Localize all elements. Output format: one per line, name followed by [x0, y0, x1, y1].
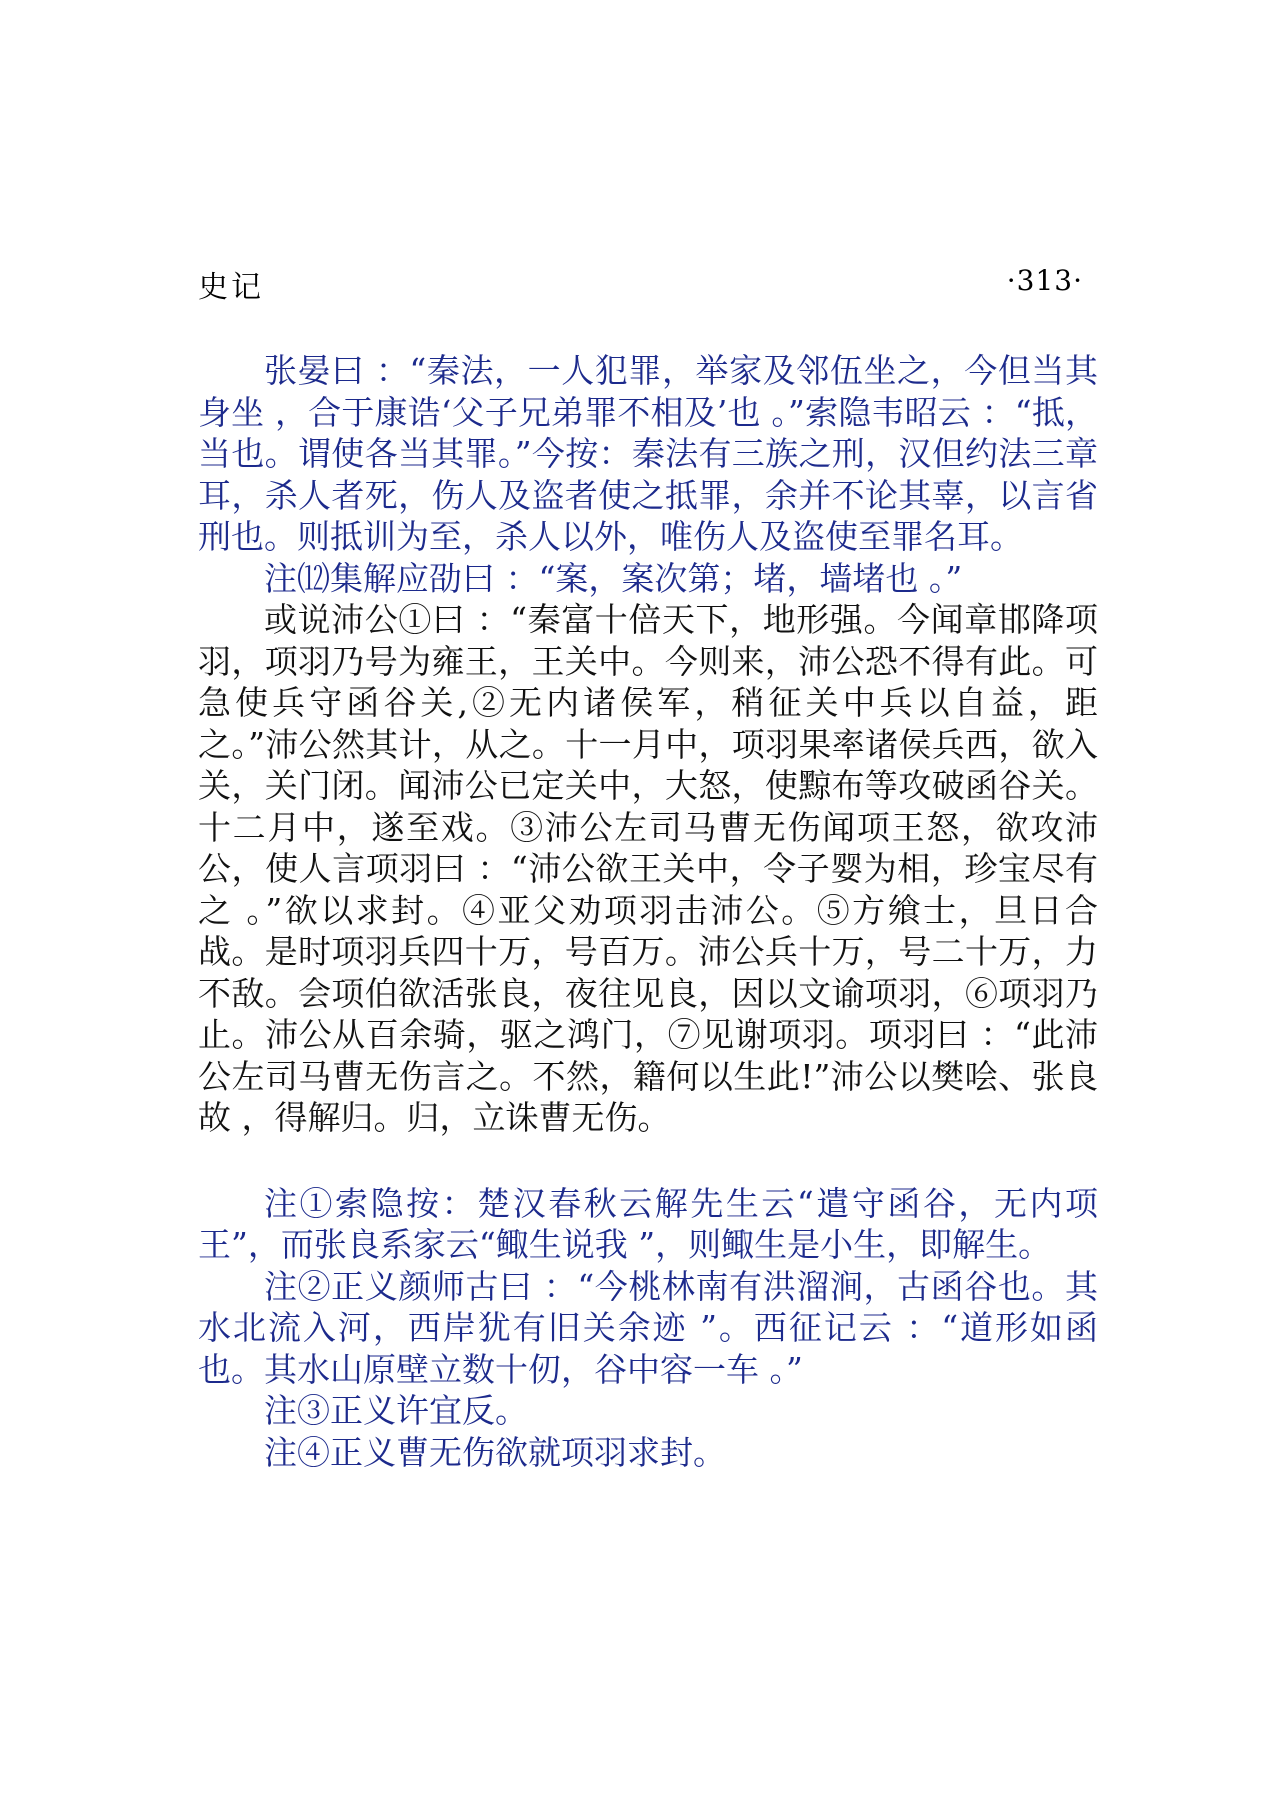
annotation-paragraph: 张晏曰 ：“秦法，一人犯罪，举家及邻伍坐之，今但当其身坐 ，合于康诰‘父子兄弟罪不相及’也 。”索隐韦昭云 ：“抵，当也。谓使各当其罪。”今按：秦法有三族之刑，汉但约法三章耳，杀人者死，伤人及盗者使之抵罪，余并不论其辜，以言省刑也。则抵训为至，杀人以外，唯伤人及盗使至罪名耳。: [198, 351, 1098, 556]
paragraph-gap: [198, 1139, 1098, 1183]
annotation-paragraph: 注②正义颜师古曰 ：“今桃林南有洪溜涧，古函谷也。其水北流入河，西岸犹有旧关余迹 ”。西征记云 ：“道形如函也。其水山原壁立数十仞，谷中容一车 。”: [198, 1266, 1098, 1389]
page-number: ·313·: [1006, 264, 1083, 297]
page-content: [198, 350, 1098, 1473]
annotation-paragraph: 注①索隐按：楚汉春秋云解先生云“遣守函谷，无内项王”，而张良系家云“鲰生说我 ”，则鲰生是小生，即解生。: [198, 1183, 1098, 1264]
main-text-paragraph: 或说沛公①曰 ：“秦富十倍天下，地形强。今闻章邯降项羽，项羽乃号为雍王，王关中。今则来，沛公恐不得有此。可急使兵守函谷关,②无内诸侯军，稍征关中兵以自益，距之。”沛公然其计，从之。十一月中，项羽果率诸侯兵西，欲入关，关门闭。闻沛公已定关中，大怒，使黥布等攻破函谷关。十二月中，遂至戏。③沛公左司马曹无伤闻项王怒，欲攻沛公，使人言项羽曰 ：“沛公欲王关中，令子婴为相，珍宝尽有之 。”欲以求封。④亚父劝项羽击沛公。⑤方飨士，旦日合战。是时项羽兵四十万，号百万。沛公兵十万，号二十万，力不敌。会项伯欲活张良，夜往见良，因以文谕项羽，⑥项羽乃止。沛公从百余骑，驱之鸿门，⑦见谢项羽。项羽曰 ：“此沛公左司马曹无伤言之。不然，籍何以生此!”沛公以樊哙、张良故 ，得解归。归，立诛曹无伤。: [198, 600, 1098, 1137]
annotation-paragraph: 注⑿集解应劭曰 ：“案，案次第；堵，墙堵也 。”: [264, 558, 963, 598]
running-header-title: 史记: [198, 270, 264, 305]
annotation-paragraph: 注④正义曹无伤欲就项羽求封。: [264, 1432, 726, 1472]
annotation-paragraph: 注③正义许宜反。: [264, 1391, 528, 1430]
